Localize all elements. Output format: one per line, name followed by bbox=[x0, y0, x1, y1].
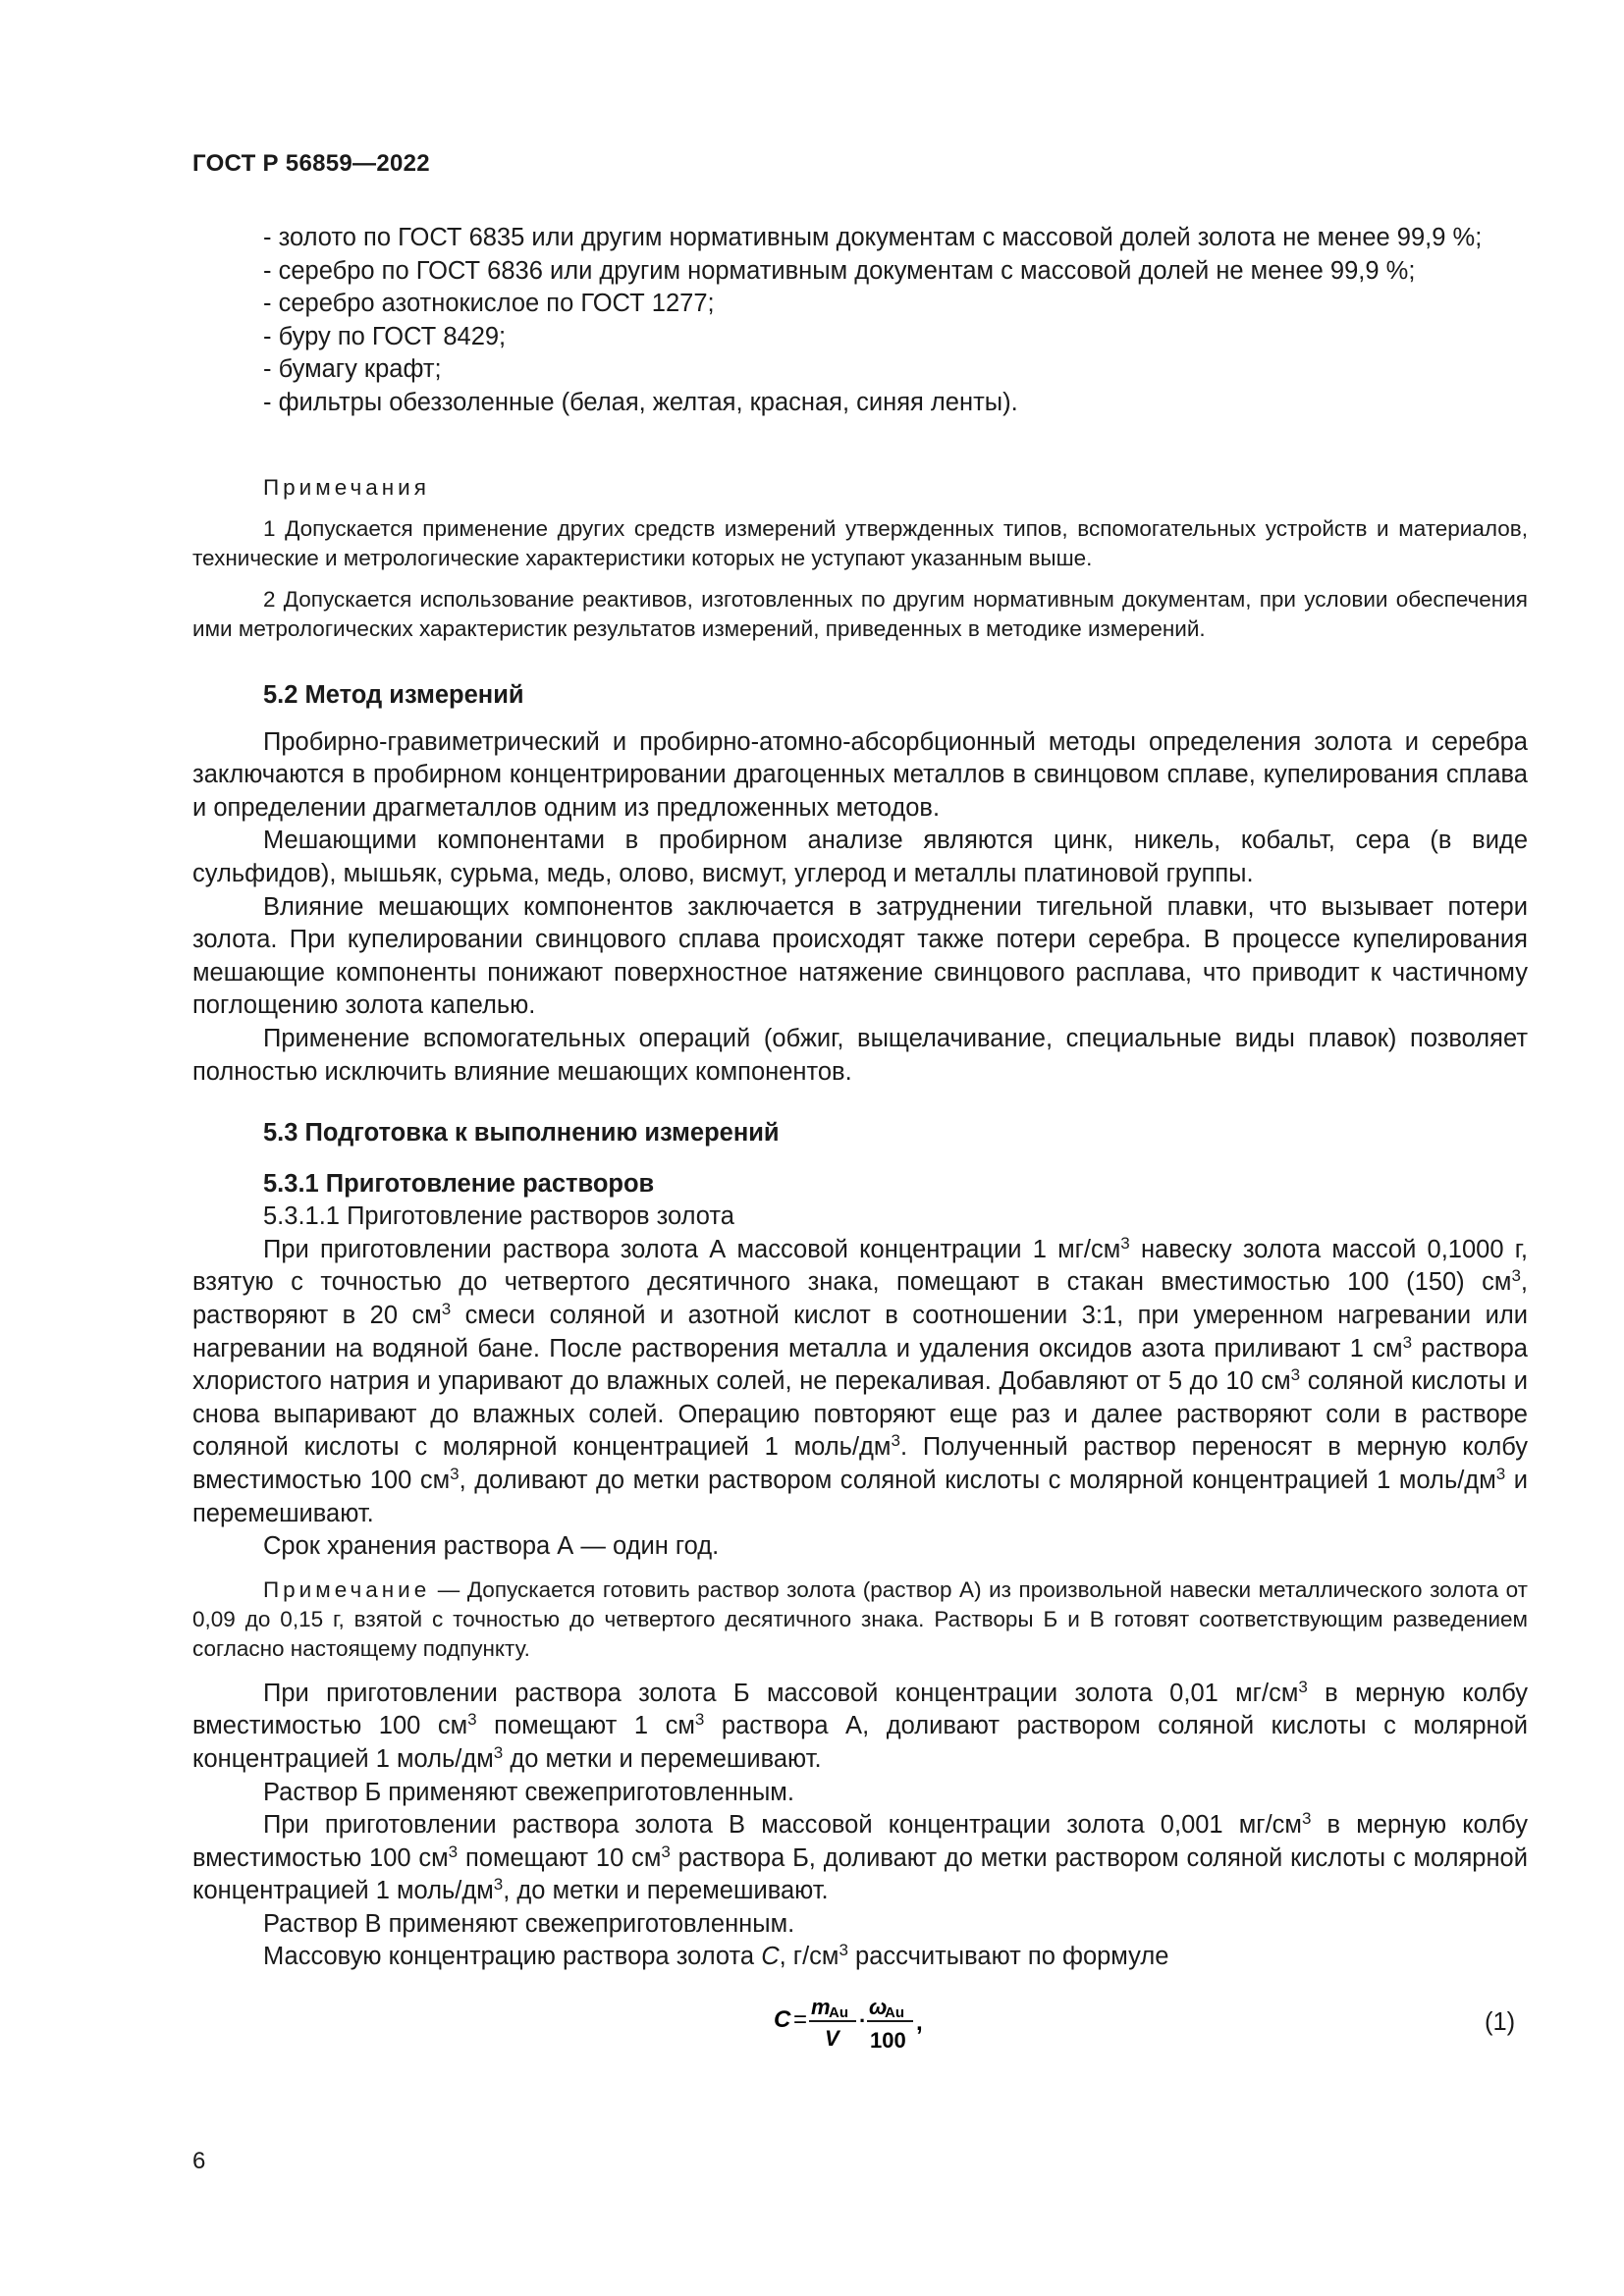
list-item: - бумагу крафт; bbox=[263, 355, 442, 384]
materials-list bbox=[192, 222, 1528, 420]
paragraph: Применение вспомогательных операций (обжиг, выщелачивание, специальные виды плавок) позволяет полностью исключить влияние мешающих компонентов. bbox=[192, 1024, 1528, 1086]
formula-m: m bbox=[811, 1995, 831, 2019]
paragraph-solution-b: При приготовлении раствора золота Б массовой концентрации золота 0,01 $мг/см^3$ в мерную колбу вместимостью 100 $см^3$ помещают 1 $см^3$ раствора А, доливают раствором соляной кислоты с молярной концентрацией 1 моль/$дм^3$ до метки и перемешивают. bbox=[192, 1677, 1529, 1773]
section-5-2 bbox=[192, 679, 1528, 1089]
list-item: - серебро по ГОСТ 6836 или другим нормативным документам с массовой долей не менее 99,9 %; bbox=[263, 256, 1416, 285]
paragraph: Влияние мешающих компонентов заключается в затруднении тигельной плавки, что вызывает потери золота. При купелировании свинцового сплава происходят также потери серебра. В процессе купелирования мешающие компоненты понижают поверхностное натяжение свинцового расплава, что приводит к частичному поглощению золота капелью. bbox=[192, 892, 1528, 1020]
paragraph: Раствор Б применяют свежеприготовленным. bbox=[263, 1778, 794, 1806]
section-5-3 bbox=[192, 1117, 1528, 1974]
formula-dot: · bbox=[859, 2008, 867, 2033]
section-heading: 5.2 Метод измерений bbox=[263, 681, 524, 709]
document-header: ГОСТ Р 56859—2022 bbox=[192, 150, 430, 177]
formula-lhs: C bbox=[774, 2006, 791, 2033]
paragraph-solution-v: При приготовлении раствора золота В массовой концентрации золота 0,001 $мг/см^3$ в мерную колбу вместимостью 100 $см^3$ помещают 10 $см^3$ раствора Б, доливают до метки раствором соляной кислоты с молярной концентрацией 1 моль/$дм^3$, до метки и перемешивают. bbox=[192, 1809, 1528, 1905]
paragraph: Срок хранения раствора А — один год. bbox=[263, 1532, 720, 1561]
formula-omega-sub: Au bbox=[885, 2004, 904, 2021]
note-2: 2 Допускается использование реактивов, изготовленных по другим нормативным документам, при условии обеспечения ими метрологических характеристик результатов измерений, приведенных в методике измерений. bbox=[192, 587, 1528, 641]
formula-equals: = bbox=[793, 2006, 808, 2033]
formula-v: V bbox=[825, 2026, 839, 2051]
paragraph-concentration: Массовую концентрацию раствора золота С, $г/см^3$ рассчитывают по формуле bbox=[263, 1941, 1169, 1971]
paragraph-solution-a: При приготовлении раствора золота А массовой концентрации 1 $мг/см^3$ навеску золота массой 0,1000 г, взятую с точностью до четвертого десятичного знака, помещают в стакан вместимостью 100 (150) $см^3$, растворяют в 20 $см^3$ смеси соляной и азотной кислот в соотношении 3:1, при умеренном нагревании или нагревании на водяной бане. После растворения металла и удаления оксидов азота приливают 1 $см^3$ раствора хлористого натрия и упаривают до влажных солей, не перекаливая. Добавляют от 5 до 10 $см^3$ соляной кислоты и снова выпаривают до влажных солей. Операцию повторяют еще раз и далее растворяют соли в растворе соляной кислоты с молярной концентрацией 1 моль/$дм^3$. Полученный раствор переносят в мерную колбу вместимостью 100 $см^3$, доливают до метки раствором соляной кислоты с молярной концентрацией 1 моль/$дм^3$ и перемешивают. bbox=[192, 1233, 1528, 1527]
paragraph: Раствор В применяют свежеприготовленным. bbox=[263, 1909, 795, 1938]
formula-omega: ω bbox=[869, 1995, 888, 2019]
formula-comma: , bbox=[916, 2009, 923, 2036]
formula-1 bbox=[766, 1987, 943, 2056]
page-number: 6 bbox=[192, 2148, 206, 2174]
list-item: - фильтры обеззоленные (белая, желтая, красная, синяя ленты). bbox=[263, 388, 1018, 416]
list-item: - буру по ГОСТ 8429; bbox=[263, 322, 507, 350]
formula-number: (1) bbox=[1485, 2008, 1516, 2036]
paragraph: Мешающими компонентами в пробирном анализе являются цинк, никель, кобальт, сера (в виде сульфидов), мышьяк, сурьма, медь, олово, висмут, углерод и металлы платиновой группы. bbox=[192, 827, 1528, 887]
subsubsection-heading: 5.3.1.1 Приготовление растворов золота bbox=[263, 1202, 734, 1231]
notes-block bbox=[192, 473, 1528, 644]
formula-100: 100 bbox=[870, 2028, 906, 2053]
paragraph: Пробирно-гравиметрический и пробирно-атомно-абсорбционный методы определения золота и серебра заключаются в пробирном концентрировании драгоценных металлов в свинцовом сплаве, купелирования сплава и определении драгметаллов одним из предложенных методов. bbox=[192, 727, 1528, 822]
list-item: - золото по ГОСТ 6835 или другим нормативным документам с массовой долей золота не менее 99,9 %; bbox=[263, 224, 1483, 251]
note-1: 1 Допускается применение других средств измерений утвержденных типов, вспомогательных устройств и материалов, технические и метрологические характеристики которых не уступают указанным выше. bbox=[192, 516, 1528, 570]
notes-title: Примечания bbox=[263, 475, 430, 500]
list-item: - серебро азотнокислое по ГОСТ 1277; bbox=[263, 290, 715, 318]
subsection-heading: 5.3.1 Приготовление растворов bbox=[263, 1169, 655, 1198]
note-solution-a: Примечание — Допускается готовить раствор золота (раствор А) из произвольной навески металлического золота от 0,09 до 0,15 г, взятой с точностью до четвертого десятичного знака. Растворы Б и В готовят соответствующим разведением согласно настоящему подпункту. bbox=[192, 1576, 1528, 1661]
formula-m-sub: Au bbox=[829, 2004, 848, 2021]
section-heading: 5.3 Подготовка к выполнению измерений bbox=[263, 1119, 780, 1147]
